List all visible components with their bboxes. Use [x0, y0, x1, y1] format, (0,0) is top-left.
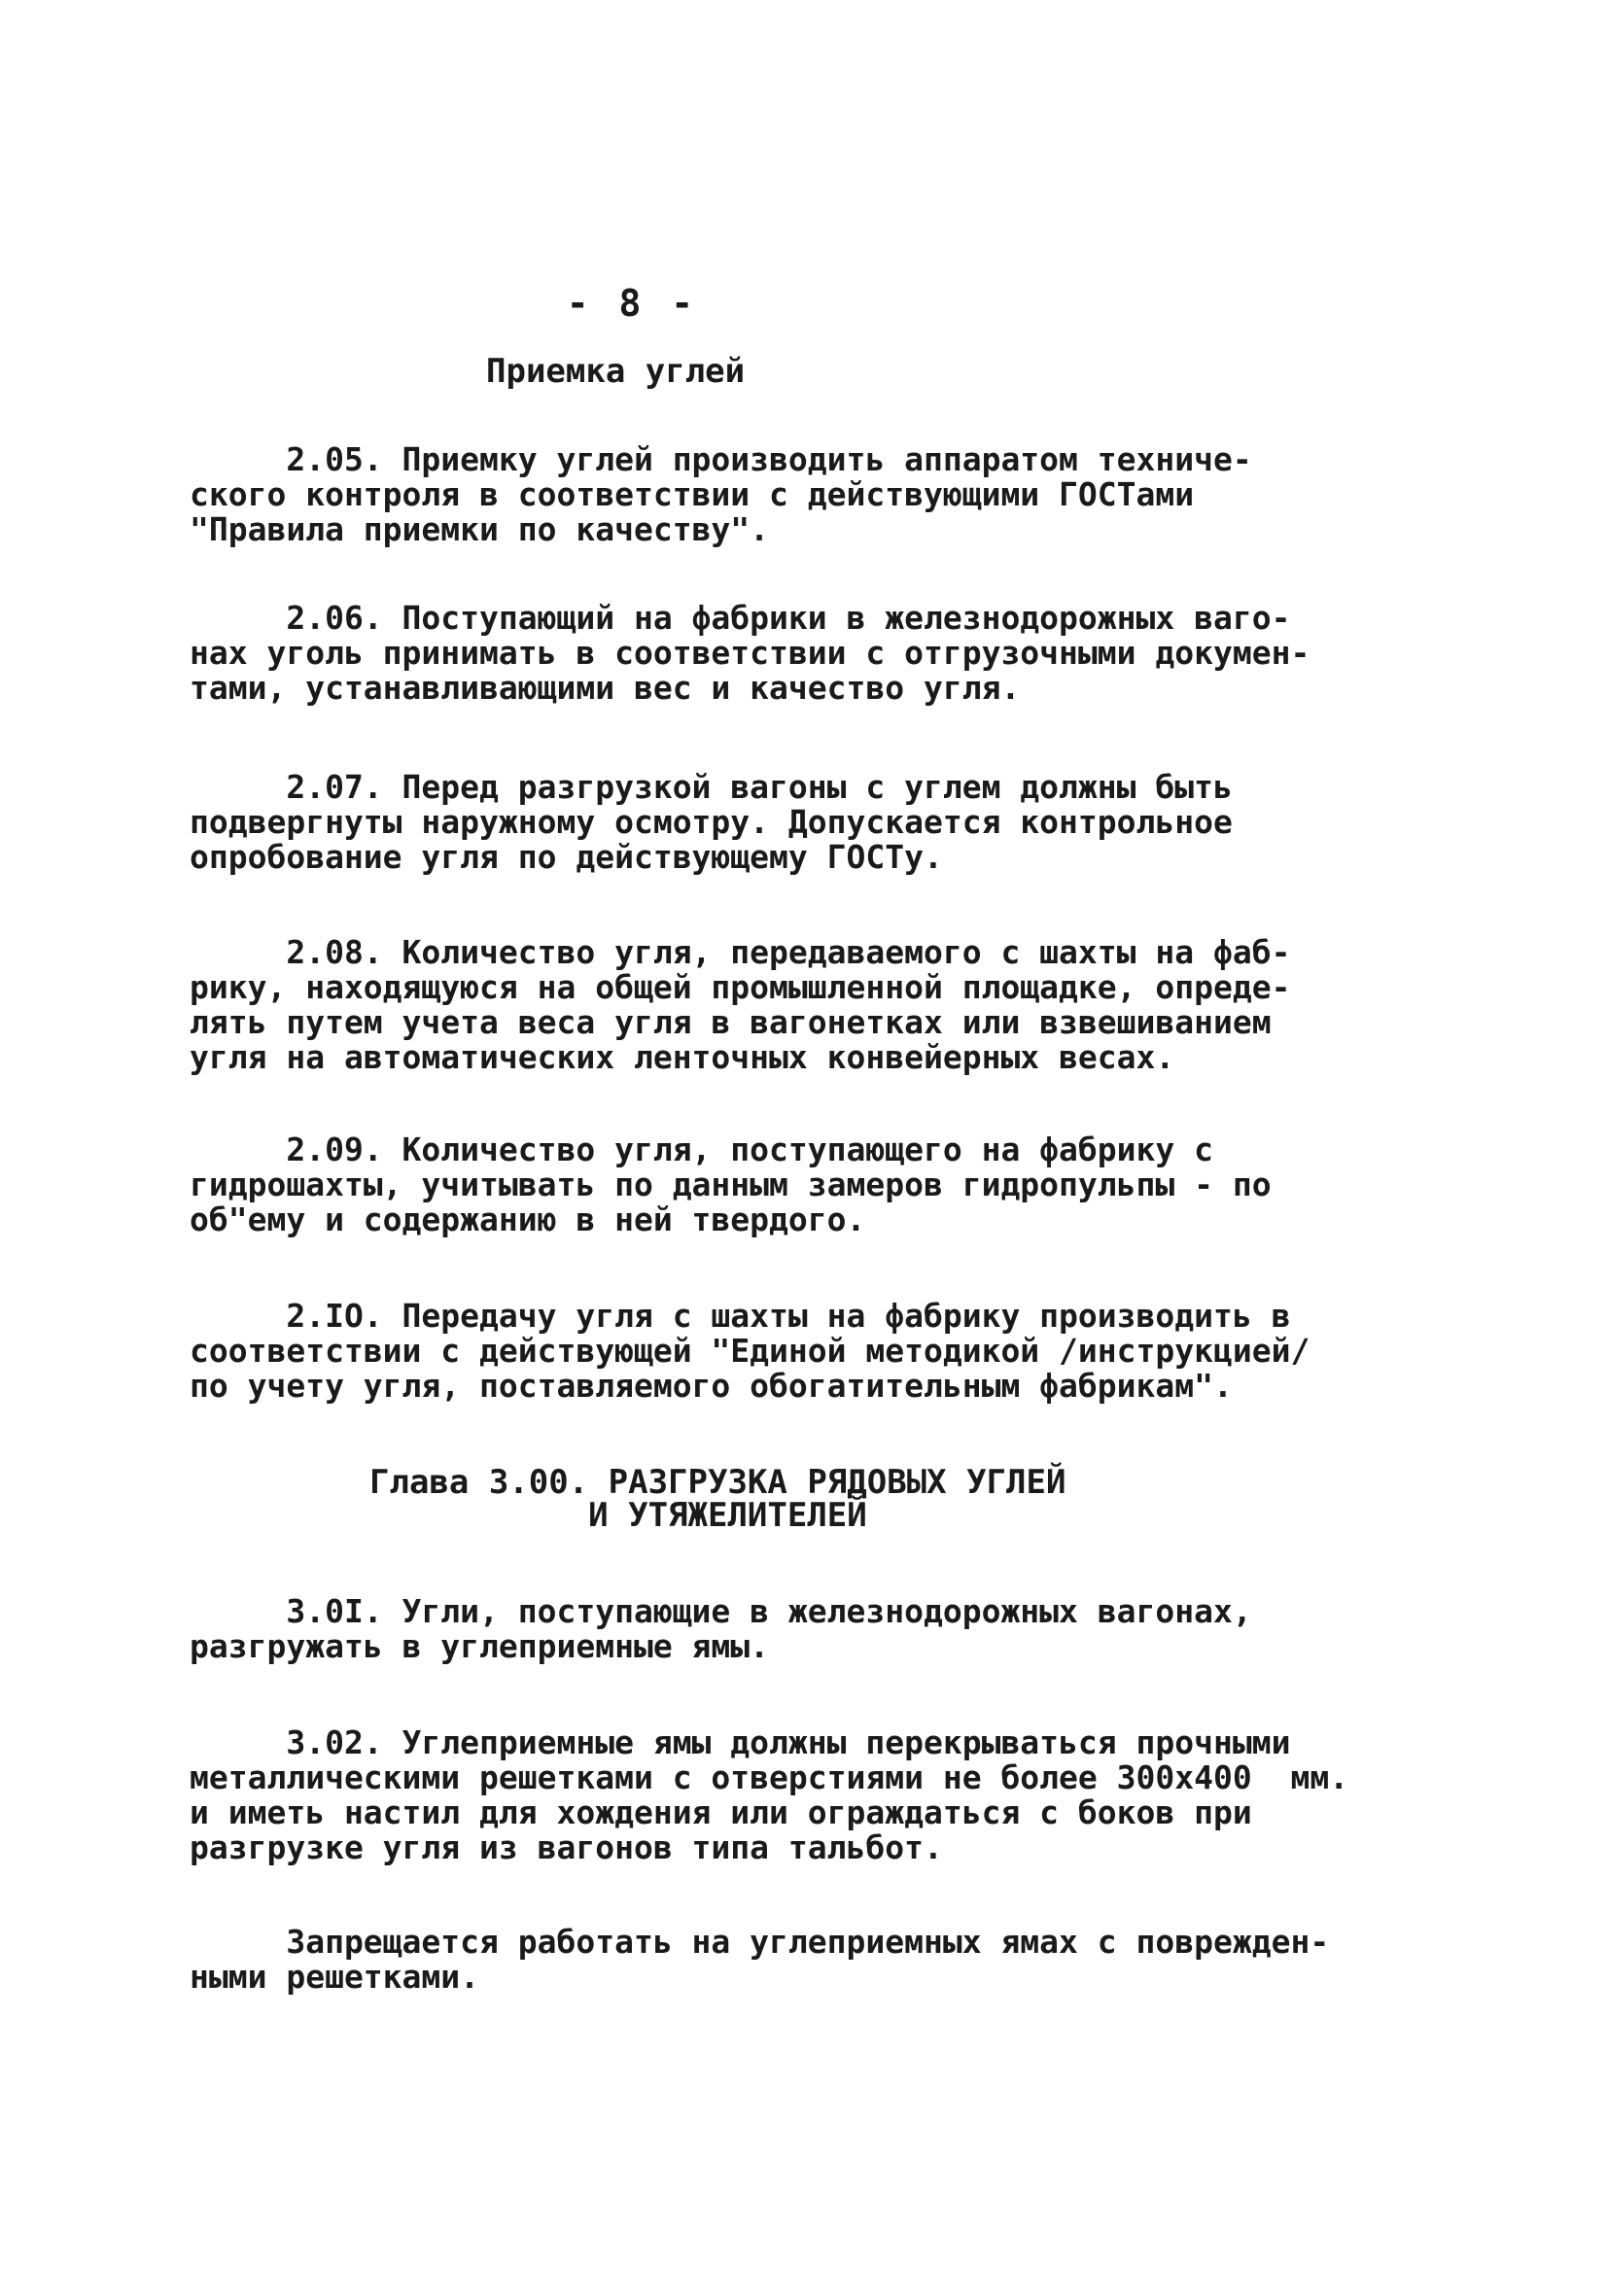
- paragraph-2-05: [190, 442, 1415, 547]
- paragraph-line: 3.0I. Угли, поступающие в железнодорожных вагонах,: [190, 1592, 1252, 1630]
- paragraph-2-06: [190, 601, 1415, 706]
- paragraph-line: лять путем учета веса угля в вагонетках или взвешиванием: [190, 1003, 1272, 1041]
- paragraph-line: соответствии с действующей "Единой методикой /инструкцией/: [190, 1332, 1310, 1370]
- paragraph-line: об"ему и содержанию в ней твердого.: [190, 1200, 866, 1238]
- paragraph-line: "Правила приемки по качеству".: [190, 510, 770, 548]
- paragraph-line: 2.08. Количество угля, передаваемого с шахты на фаб-: [190, 933, 1291, 971]
- paragraph-line: по учету угля, поставляемого обогатительным фабрикам".: [190, 1367, 1233, 1405]
- paragraph-2-08: [190, 935, 1415, 1075]
- paragraph-line: угля на автоматических ленточных конвейерных весах.: [190, 1038, 1175, 1076]
- paragraph-line: рику, находящуюся на общей промышленной площадке, опреде-: [190, 968, 1291, 1006]
- paragraph-2-07: [190, 770, 1415, 875]
- paragraph-prohibition: [190, 1925, 1415, 1995]
- paragraph-line: ными решетками.: [190, 1958, 480, 1996]
- chapter-title: [369, 1463, 1108, 1535]
- paragraph-line: нах уголь принимать в соответствии с отгрузочными докумен-: [190, 634, 1310, 672]
- page-number: - 8 -: [566, 282, 698, 325]
- paragraph-3-02: [190, 1725, 1415, 1865]
- paragraph-line: гидрошахты, учитывать по данным замеров гидропульпы - по: [190, 1165, 1272, 1203]
- paragraph-line: 2.05. Приемку углей производить аппаратом техниче-: [190, 440, 1252, 478]
- paragraph-line: разгрузке угля из вагонов типа тальбот.: [190, 1828, 943, 1866]
- paragraph-line: подвергнуты наружному осмотру. Допускается контрольное: [190, 803, 1233, 841]
- paragraph-line: тами, устанавливающими вес и качество угля.: [190, 669, 1021, 707]
- paragraph-line: опробование угля по действующему ГОСТу.: [190, 838, 943, 876]
- paragraph-3-01: [190, 1594, 1415, 1664]
- paragraph-line: 2.09. Количество угля, поступающего на фабрику с: [190, 1131, 1213, 1168]
- paragraph-2-09: [190, 1132, 1415, 1237]
- paragraph-line: 3.02. Углеприемные ямы должны перекрываться прочными: [190, 1723, 1291, 1761]
- paragraph-line: Запрещается работать на углеприемных ямах с поврежден-: [190, 1923, 1330, 1961]
- paragraph-line: 2.07. Перед разгрузкой вагоны с углем должны быть: [190, 768, 1233, 806]
- paragraph-line: 2.IO. Передачу угля с шахты на фабрику производить в: [190, 1297, 1291, 1335]
- chapter-title-line: И УТЯЖЕЛИТЕЛЕЙ: [369, 1496, 867, 1535]
- paragraph-line: металлическими решетками с отверстиями не более 300х400 мм.: [190, 1758, 1349, 1796]
- paragraph-line: разгружать в углеприемные ямы.: [190, 1627, 770, 1665]
- paragraph-line: и иметь настил для хождения или ограждаться с боков при: [190, 1793, 1252, 1831]
- paragraph-line: 2.06. Поступающий на фабрики в железнодорожных ваго-: [190, 599, 1291, 637]
- paragraph-line: ского контроля в соответствии с действующими ГОСТами: [190, 475, 1195, 513]
- paragraph-2-10: [190, 1299, 1415, 1404]
- section-title: Приемка углей: [486, 352, 746, 391]
- chapter-title-line: Глава 3.00. РАЗГРУЗКА РЯДОВЫХ УГЛЕЙ: [369, 1463, 1066, 1502]
